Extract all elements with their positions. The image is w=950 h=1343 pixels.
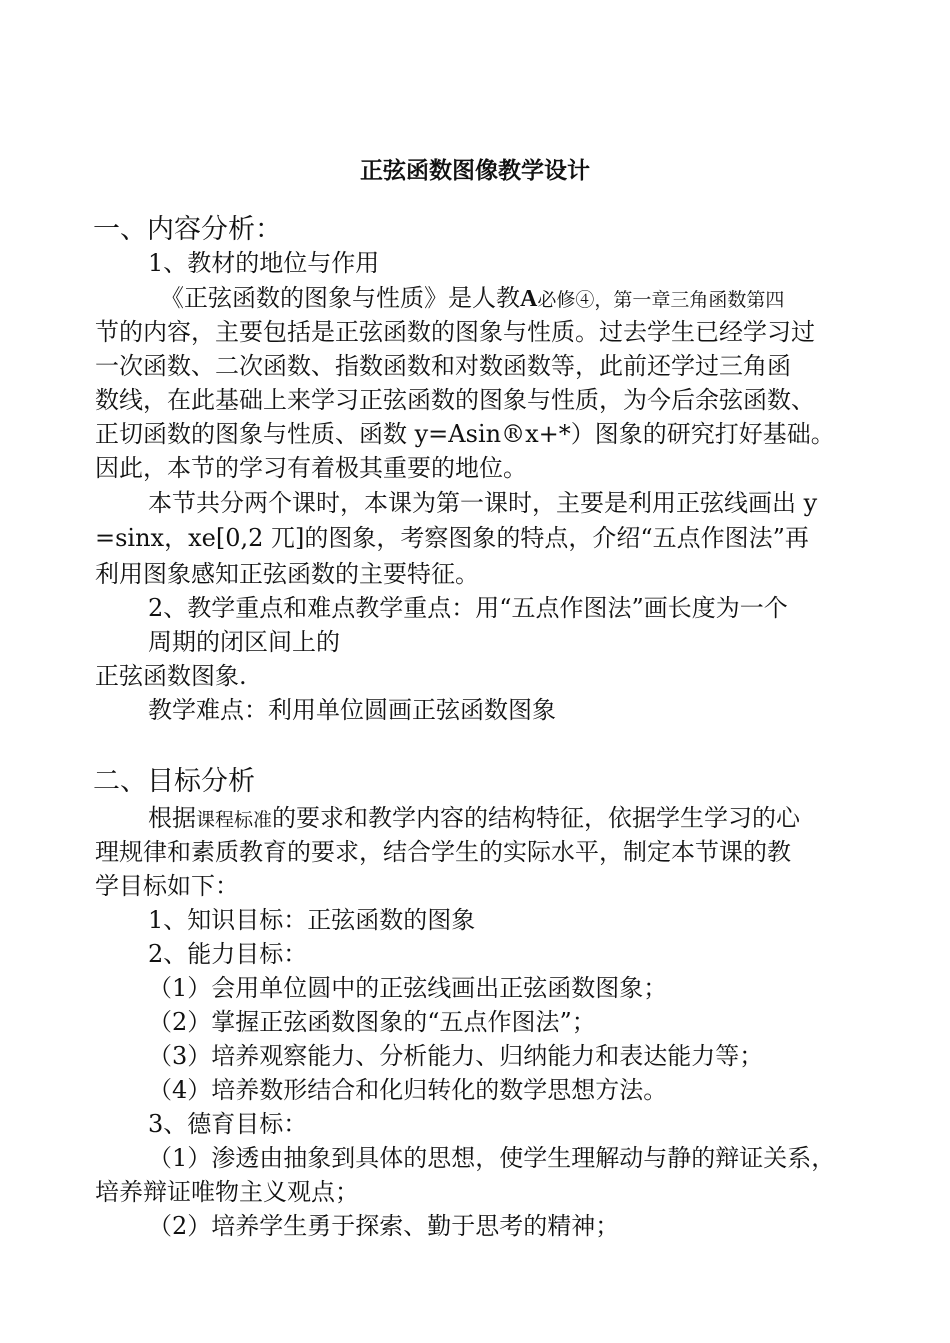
para-2-line-3: 利用图象感知正弦函数的主要特征。 — [95, 560, 479, 588]
ability-item: （2）掌握正弦函数图象的“五点作图法”； — [148, 1008, 596, 1036]
ability-item: （4）培养数形结合和化归转化的数学思想方法。 — [148, 1076, 668, 1104]
text-fragment: 根据 — [148, 804, 196, 832]
ability-goal-heading: 2、能力目标： — [148, 940, 308, 968]
subsection-2-line-2: 周期的闭区间上的 — [148, 628, 340, 656]
subsection-2-line-1: 2、教学重点和难点教学重点：用“五点作图法”画长度为一个 — [148, 594, 788, 622]
para-2-line-1: 本节共分两个课时，本课为第一课时，主要是利用正弦线画出 y — [148, 489, 818, 517]
intro-line-3: 学目标如下： — [95, 872, 239, 900]
teaching-difficulty: 教学难点：利用单位圆画正弦函数图象 — [148, 696, 556, 724]
para-1-line-3: 一次函数、二次函数、指数函数和对数函数等，此前还学过三角函 — [95, 352, 791, 380]
para-1-line-1 — [160, 282, 784, 316]
intro-line-1 — [148, 802, 800, 836]
ability-item: （3）培养观察能力、分析能力、归纳能力和表达能力等； — [148, 1042, 764, 1070]
moral-item-1-line-1: （1）渗透由抽象到具体的思想，使学生理解动与静的辩证关系， — [148, 1144, 836, 1172]
intro-line-2: 理规律和素质教育的要求，结合学生的实际水平，制定本节课的教 — [95, 838, 791, 866]
textbook-edition-letter: A — [520, 286, 538, 312]
para-2-line-2: =sinx，xe[0,2 兀]的图象，考察图象的特点，介绍“五点作图法”再 — [95, 524, 809, 552]
para-1-line-5: 正切函数的图象与性质、函数 y=Asin®x+*）图象的研究打好基础。 — [95, 420, 835, 448]
moral-goal-heading: 3、德育目标： — [148, 1110, 308, 1138]
moral-item-1-line-2: 培养辩证唯物主义观点； — [95, 1178, 359, 1206]
para-1-line-6: 因此，本节的学习有着极其重要的地位。 — [95, 454, 527, 482]
section-2-heading: 二、目标分析 — [93, 766, 255, 797]
knowledge-goal: 1、知识目标：正弦函数的图象 — [148, 906, 476, 934]
text-fragment: 必修④，第一章三角函数第四 — [537, 289, 785, 311]
text-fragment: 《正弦函数的图象与性质》是人教 — [160, 284, 520, 312]
subsection-1-heading: 1、教材的地位与作用 — [148, 249, 380, 277]
para-1-line-2: 节的内容，主要包括是正弦函数的图象与性质。过去学生已经学习过 — [95, 318, 815, 346]
text-fragment: 的要求和教学内容的结构特征，依据学生学习的心 — [272, 804, 801, 832]
subsection-2-line-3: 正弦函数图象. — [95, 662, 247, 690]
document-title: 正弦函数图像教学设计 — [360, 158, 590, 184]
ability-item: （1）会用单位圆中的正弦线画出正弦函数图象； — [148, 974, 668, 1002]
moral-item-2: （2）培养学生勇于探索、勤于思考的精神； — [148, 1212, 620, 1240]
text-fragment: 课程标准 — [196, 809, 273, 831]
section-1-heading: 一、内容分析： — [93, 214, 282, 245]
para-1-line-4: 数线，在此基础上来学习正弦函数的图象与性质，为今后余弦函数、 — [95, 386, 815, 414]
